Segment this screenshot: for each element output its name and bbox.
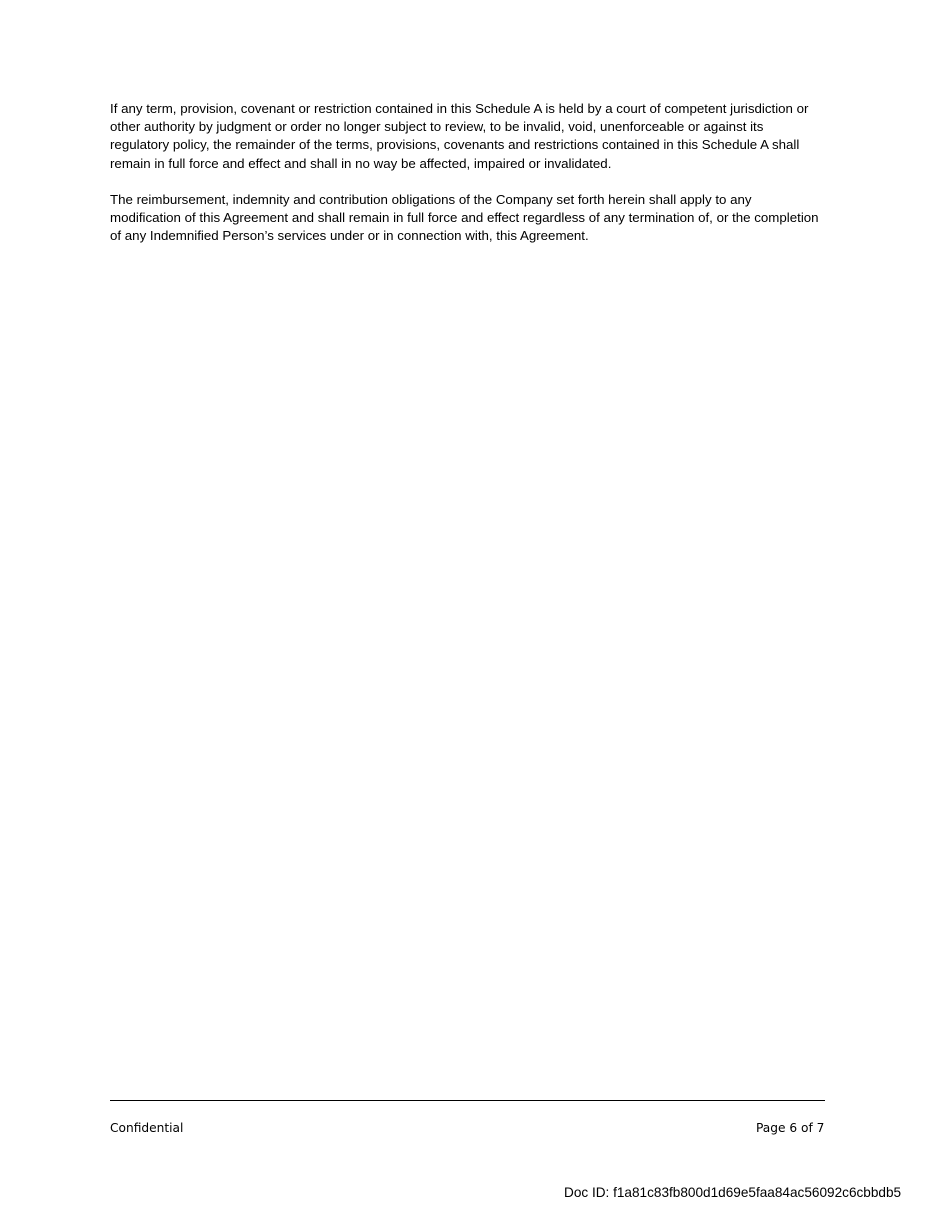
footer-confidential-label: Confidential	[110, 1121, 184, 1135]
document-body	[110, 100, 826, 263]
severability-paragraph: If any term, provision, covenant or restriction contained in this Schedule A is held by a court of competent jurisdiction or other authority by judgment or order no longer subject to review, to be invalid, void, unenforceable or against its regulatory policy, the remainder of the terms, provisions, covenants and restrictions contained in this Schedule A shall remain in full force and effect and shall in no way be affected, impaired or invalidated.	[110, 101, 809, 171]
footer-page-number: Page 6 of 7	[756, 1121, 825, 1135]
footer-divider	[110, 1100, 825, 1101]
document-id: Doc ID: f1a81c83fb800d1d69e5faa84ac56092c6cbbdb5	[564, 1185, 902, 1200]
survival-paragraph: The reimbursement, indemnity and contribution obligations of the Company set forth herein shall apply to any modification of this Agreement and shall remain in full force and effect regardless of any termination of, or the completion of any Indemnified Person’s services under or in connection with, this Agreement.	[110, 191, 819, 244]
